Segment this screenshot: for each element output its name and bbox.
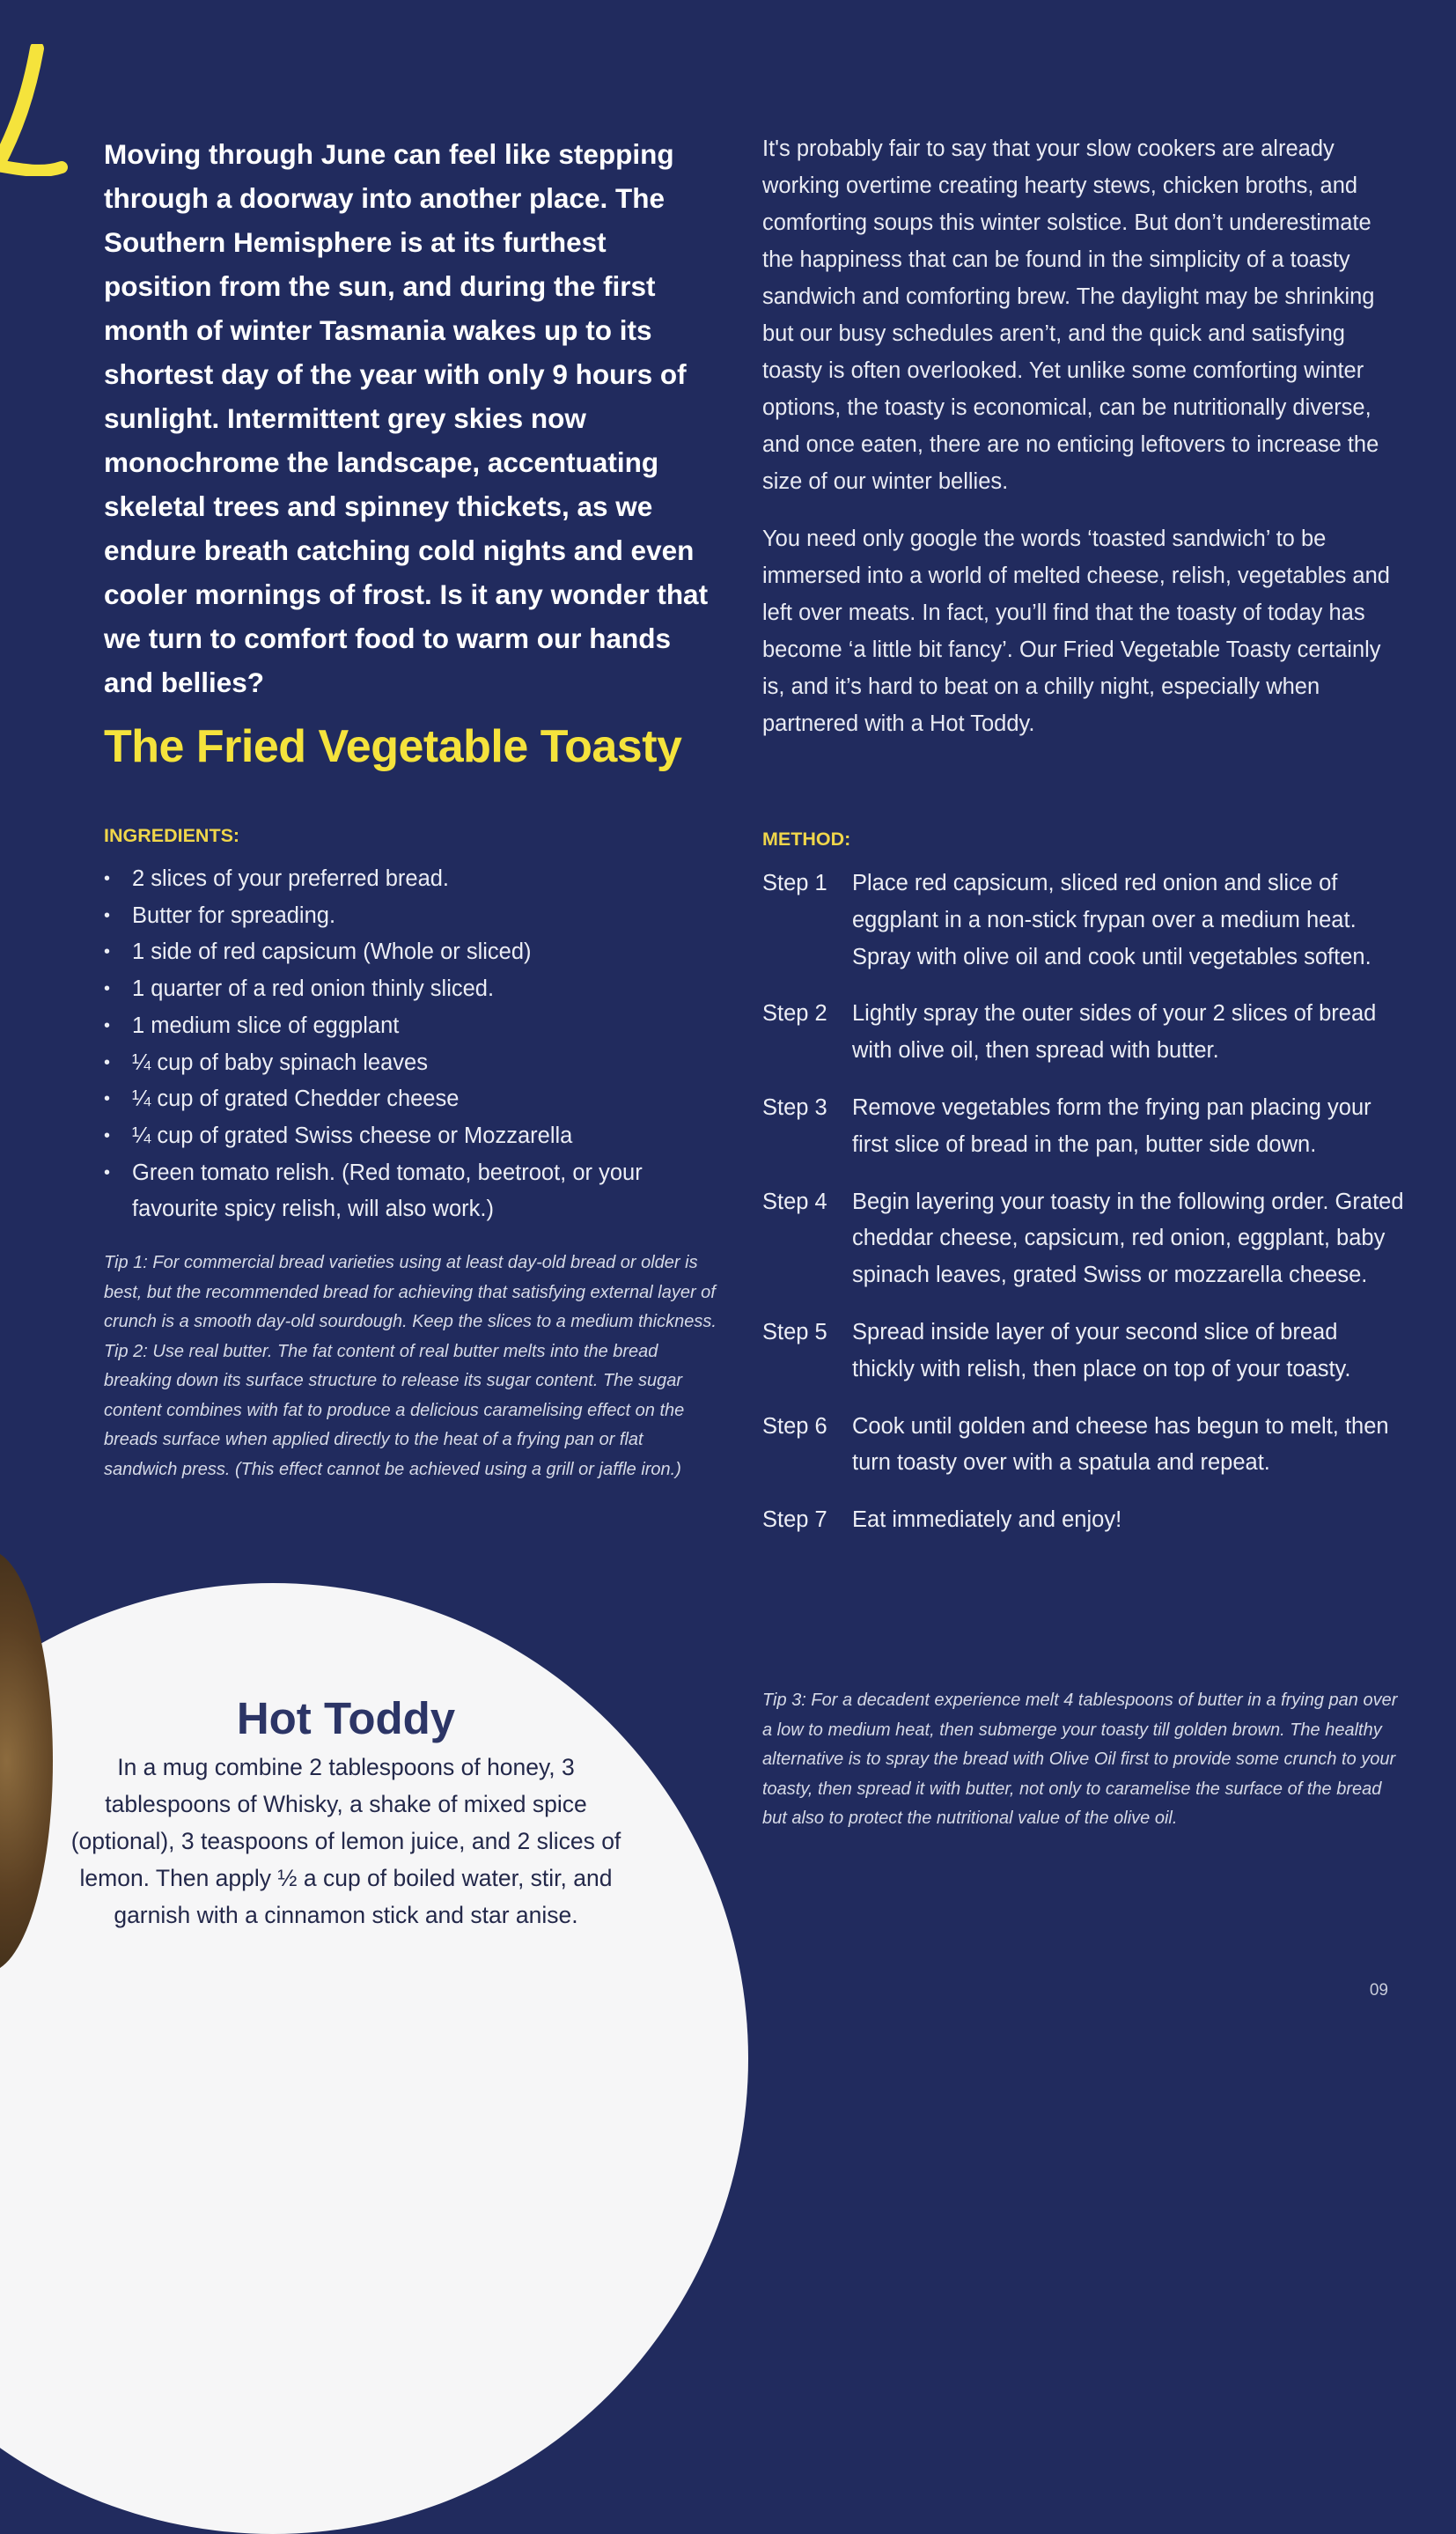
ingredients-list — [104, 861, 702, 1228]
step-item — [762, 866, 1405, 976]
ingredient-text: Butter for spreading. — [132, 902, 336, 928]
right-column — [762, 130, 1396, 762]
step-number: Step 4 — [762, 1189, 827, 1214]
step-number: Step 2 — [762, 1001, 827, 1027]
recipe-title: The Fried Vegetable Toasty — [104, 721, 682, 772]
bullet-icon: • — [104, 1052, 111, 1072]
ingredient-text: ¼ cup of grated Chedder cheese — [132, 1087, 460, 1112]
list-item — [104, 1155, 702, 1228]
tip-3: Tip 3: For a decadent experience melt 4 tablespoons of butter in a frying pan over a low to medium heat, then submerge your toasty till golden brown. The healthy alternative is to spray the bread with Olive Oil first to provide some crunch to your toasty, then spread it with butter, not only to caramelise the surface of the bread but also to protect the nutritional value of the olive oil. — [762, 1691, 1398, 1828]
bullet-icon: • — [104, 1089, 111, 1109]
list-item — [104, 898, 702, 935]
step-number: Step 5 — [762, 1319, 827, 1344]
ingredient-text: 1 medium slice of eggplant — [132, 1013, 400, 1038]
hot-toddy-text: In a mug combine 2 tablespoons of honey, 3 tablespoons of Whisky, a shake of mixed spice (optional), 3 teaspoons of lemon juice, and 2 slices of lemon. Then apply ½ a cup of boiled water, stir, and garnish with a cinnamon stick and star anise. — [70, 1754, 621, 1928]
bullet-icon: • — [104, 869, 111, 888]
ingredient-text: Green tomato relish. (Red tomato, beetroot, or your favourite spicy relish, will also work.) — [132, 1160, 643, 1222]
list-item — [104, 934, 702, 971]
list-item — [104, 1045, 702, 1082]
ingredient-text: 2 slices of your preferred bread. — [132, 866, 450, 891]
page-number: 09 — [1369, 1981, 1388, 2000]
step-text: Remove vegetables form the frying pan placing your first slice of bread in the pan, butter side down. — [852, 1094, 1371, 1157]
ingredient-text: ¼ cup of grated Swiss cheese or Mozzarella — [132, 1123, 573, 1148]
method-label: METHOD: — [762, 829, 851, 850]
step-item — [762, 996, 1405, 1070]
body-paragraph: It's probably fair to say that your slow cookers are already working overtime creating hearty stews, chicken broths, and comforting soups this winter solstice. But don’t underestimate the happiness that can be found in the simplicity of a toasty sandwich and comforting brew. The daylight may be shrinking but our busy schedules aren’t, and the quick and satisfying toasty is often overlooked. Yet unlike some comforting winter options, the toasty is economical, can be nutritionally diverse, and once eaten, there are no enticing leftovers to increase the size of our winter bellies. — [762, 136, 1379, 494]
step-item — [762, 1184, 1405, 1294]
list-item — [104, 1008, 702, 1045]
step-text: Spread inside layer of your second slice of bread thickly with relish, then place on top of your toasty. — [852, 1319, 1351, 1381]
bullet-icon: • — [104, 1125, 111, 1145]
ingredient-text: ¼ cup of baby spinach leaves — [132, 1050, 428, 1075]
bullet-icon: • — [104, 1015, 111, 1035]
step-text: Eat immediately and enjoy! — [852, 1507, 1122, 1533]
ingredient-text: 1 side of red capsicum (Whole or sliced) — [132, 939, 532, 965]
step-number: Step 6 — [762, 1413, 827, 1439]
step-text: Lightly spray the outer sides of your 2 slices of bread with olive oil, then spread with butter. — [852, 1001, 1377, 1064]
step-item — [762, 1409, 1405, 1483]
hot-toddy-title: Hot Toddy — [236, 1693, 456, 1743]
ingredient-text: 1 quarter of a red onion thinly sliced. — [132, 976, 495, 1002]
list-item — [104, 1081, 702, 1118]
list-item — [104, 1118, 702, 1155]
bullet-icon: • — [104, 1162, 111, 1182]
ingredients-label: INGREDIENTS: — [104, 825, 240, 846]
step-text: Begin layering your toasty in the following order. Grated cheddar cheese, capsicum, red onion, eggplant, baby spinach leaves, grated Swiss or mozzarella cheese. — [852, 1189, 1404, 1288]
step-number: Step 3 — [762, 1094, 827, 1120]
method-steps — [762, 866, 1405, 1559]
tip-1: Tip 1: For commercial bread varieties using at least day-old bread or older is best, but the recommended bread for achieving that satisfying external layer of crunch is a smooth day-old sourdough. Keep the slices to a medium thickness. — [104, 1253, 717, 1331]
step-item — [762, 1090, 1405, 1164]
brushstroke-mark-icon — [0, 44, 72, 176]
step-text: Place red capsicum, sliced red onion and slice of eggplant in a non-stick frypan over a medium heat. Spray with olive oil and cook until vegetables soften. — [852, 871, 1371, 969]
tip-2: Tip 2: Use real butter. The fat content of real butter melts into the bread breaking down its surface structure to release its sugar content. The sugar content combines with fat to produce a delicious caramelising effect on the breads surface when applied directly to the heat of a frying pan or flat sandwich press. (This effect cannot be achieved using a grill or jaffle iron.) — [104, 1341, 685, 1479]
bread-tips — [104, 1249, 720, 1484]
step-number: Step 7 — [762, 1507, 827, 1533]
bullet-icon: • — [104, 905, 111, 925]
step-text: Cook until golden and cheese has begun to melt, then turn toasty over with a spatula and repeat. — [852, 1413, 1389, 1476]
step-number: Step 1 — [762, 871, 827, 895]
intro-paragraph: Moving through June can feel like stepping through a doorway into another place. The Southern Hemisphere is at its furthest position from the sun, and during the first month of winter Tasmania wakes up to its shortest day of the year with only 9 hours of sunlight. Intermittent grey skies now monochrome the landscape, accentuating skeletal trees and spinney thickets, as we endure breath catching cold nights and even cooler mornings of frost. Is it any wonder that we turn to comfort food to warm our hands and bellies? — [104, 138, 709, 698]
bullet-icon: • — [104, 979, 111, 999]
step-item — [762, 1502, 1405, 1539]
step-item — [762, 1315, 1405, 1389]
body-paragraph: You need only google the words ‘toasted sandwich’ to be immersed into a world of melted cheese, relish, vegetables and left over meats. In fact, you’ll find that the toasty of today has become ‘a little bit fancy’. Our Fried Vegetable Toasty certainly is, and it’s hard to beat on a chilly night, especially when partnered with a Hot Toddy. — [762, 527, 1390, 736]
list-item — [104, 971, 702, 1008]
bullet-icon: • — [104, 942, 111, 962]
list-item — [104, 861, 702, 898]
